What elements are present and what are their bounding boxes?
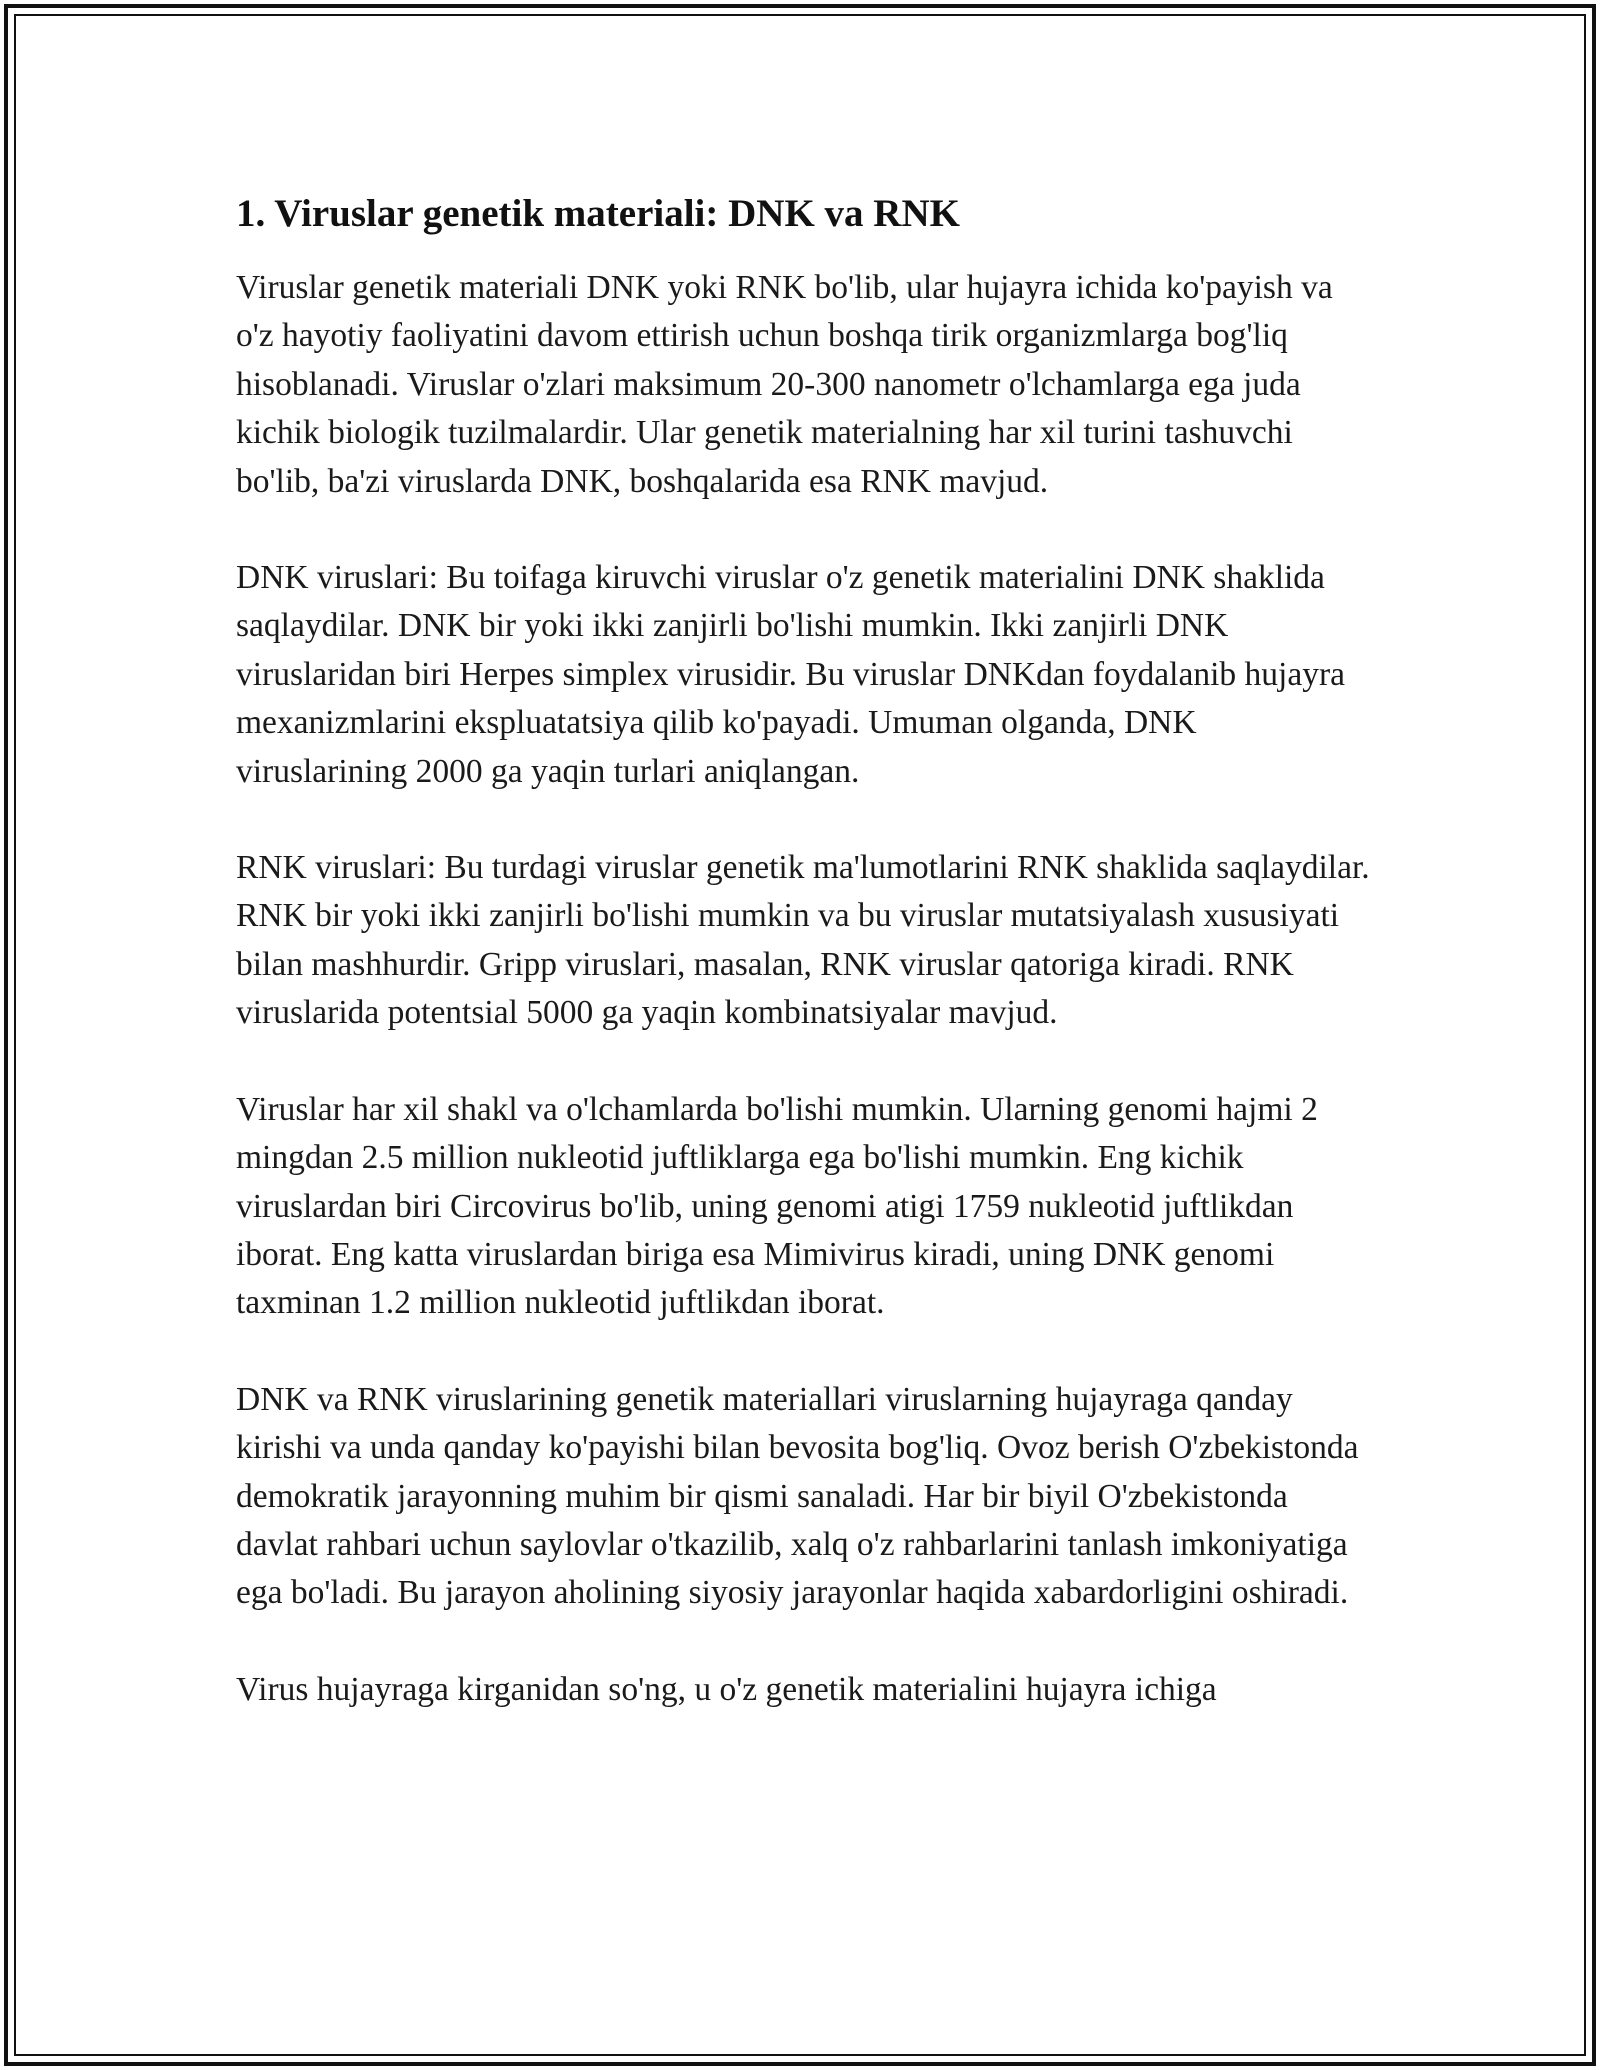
- section-heading: 1. Viruslar genetik materiali: DNK va RNK: [236, 192, 960, 235]
- paragraph-dna-viruses: DNK viruslari: Bu toifaga kiruvchi viruslar o'z genetik materialini DNK shaklida saqlaydilar. DNK bir yoki ikki zanjirli bo'lishi mumkin. Ikki zanjirli DNK viruslaridan biri Herpes simplex virusidir. Bu viruslar DNKdan foydalanib hujayra mexanizmlarini ekspluatatsiya qilib ko'payadi. Umuman olganda, DNK viruslarining 2000 ga yaqin turlari aniqlangan.: [236, 559, 1345, 790]
- paragraph-intro: Viruslar genetik materiali DNK yoki RNK bo'lib, ular hujayra ichida ko'payish va o'z hayotiy faoliyatini davom ettirish uchun boshqa tirik organizmlarga bog'liq hisoblanadi. Viruslar o'zlari maksimum 20-300 nanometr o'lchamlarga ega juda kichik biologik tuzilmalardir. Ular genetik materialning har xil turini tashuvchi bo'lib, ba'zi viruslarda DNK, boshqalarida esa RNK mavjud.: [236, 269, 1333, 500]
- paragraph-rna-viruses: RNK viruslari: Bu turdagi viruslar genetik ma'lumotlarini RNK shaklida saqlaydilar. RNK bir yoki ikki zanjirli bo'lishi mumkin va bu viruslar mutatsiyalash xususiyati bilan mashhurdir. Gripp viruslari, masalan, RNK viruslar qatoriga kiradi. RNK viruslarida potentsial 5000 ga yaqin kombinatsiyalar mavjud.: [236, 849, 1370, 1032]
- document-body: [236, 186, 1376, 1762]
- paragraph-genetic-material: DNK va RNK viruslarining genetik materiallari viruslarning hujayraga qanday kirishi va unda qanday ko'payishi bilan bevosita bog'liq. Ovoz berish O'zbekistonda demokratik jarayonning muhim bir qismi sanaladi. Har bir biyil O'zbekistonda davlat rahbari uchun saylovlar o'tkazilib, xalq o'z rahbarlarini tanlash imkoniyatiga ega bo'ladi. Bu jarayon aholining siyosiy jarayonlar haqida xabardorligini oshiradi.: [236, 1380, 1359, 1612]
- paragraph-virus-entry: Virus hujayraga kirganidan so'ng, u o'z genetik materialini hujayra ichiga: [236, 1670, 1217, 1708]
- paragraph-virus-sizes: Viruslar har xil shakl va o'lchamlarda bo'lishi mumkin. Ularning genomi hajmi 2 mingdan 2.5 million nukleotid juftliklarga ega bo'lishi mumkin. Eng kichik viruslardan biri Circovirus bo'lib, uning genomi atigi 1759 nukleotid juftlikdan iborat. Eng katta viruslardan biriga esa Mimivirus kiradi, uning DNK genomi taxminan 1.2 million nukleotid juftlikdan iborat.: [236, 1090, 1318, 1322]
